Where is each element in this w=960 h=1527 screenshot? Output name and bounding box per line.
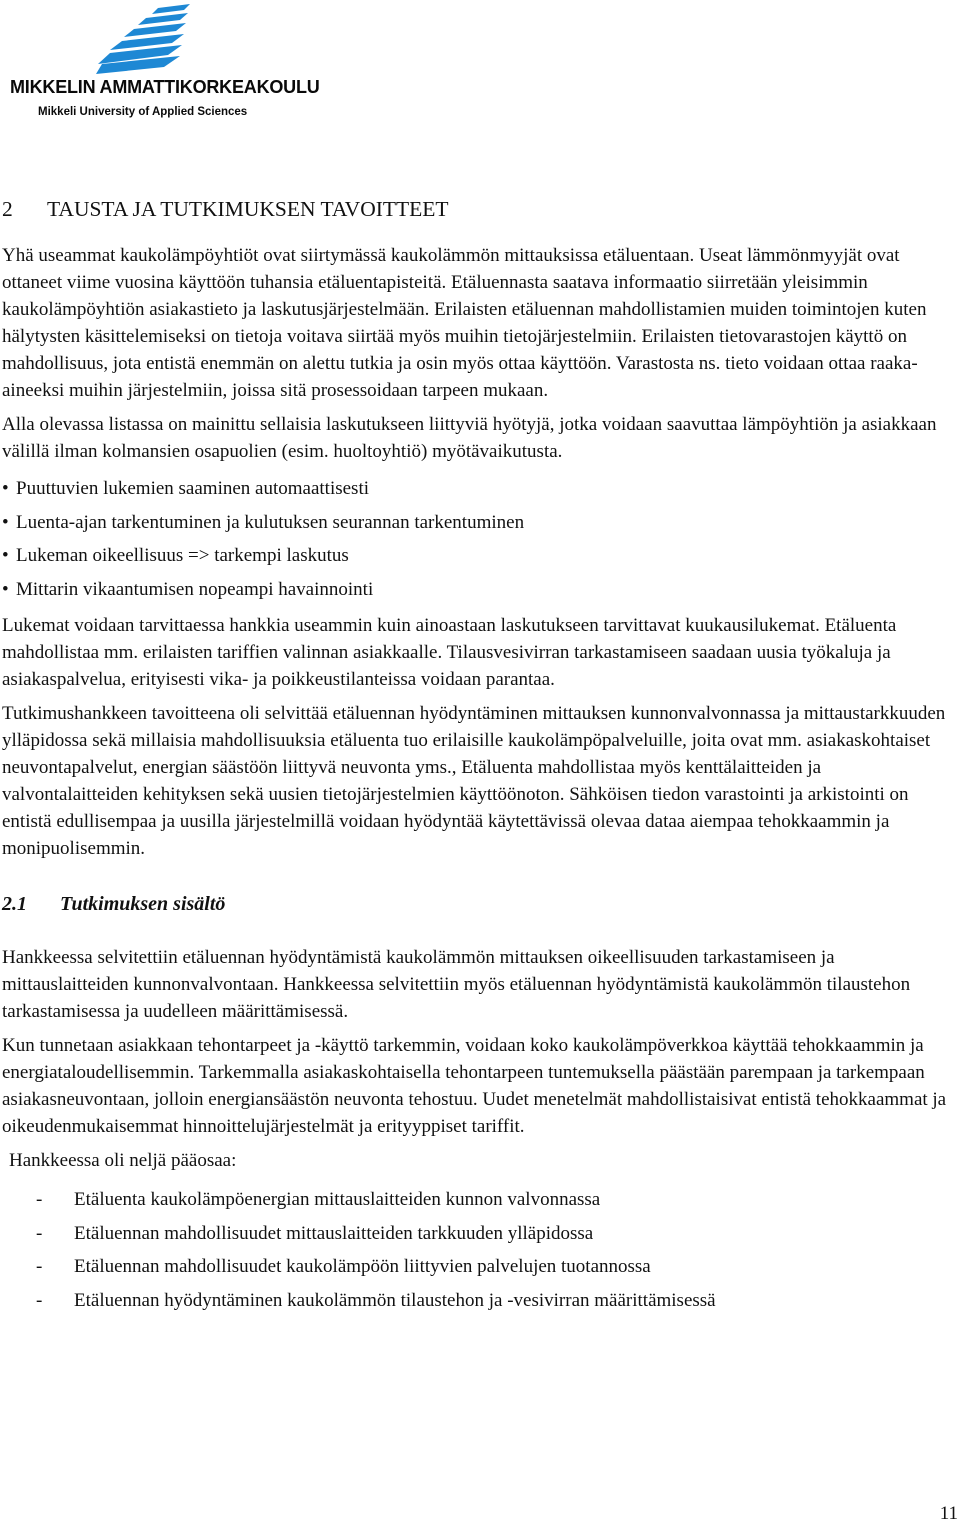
list-item: [2, 1217, 958, 1251]
bullet-mark: •: [2, 478, 9, 499]
institution-name: MIKKELIN AMMATTIKORKEAKOULU: [10, 77, 320, 97]
list-item: [2, 573, 958, 607]
list-item-text: Lukeman oikeellisuus => tarkempi laskutus: [16, 545, 349, 566]
list-item: [2, 539, 958, 573]
bullet-mark: •: [2, 545, 9, 566]
list-intro: Hankkeessa oli neljä pääosaa:: [9, 1150, 237, 1171]
project-parts-list: [2, 1183, 958, 1317]
institution-english-name: Mikkeli University of Applied Sciences: [38, 106, 248, 118]
list-item-text: Etäluennan hyödyntäminen kaukolämmön tilaustehon ja -vesivirran määrittämisessä: [74, 1289, 716, 1311]
paragraph-customer-demand: Kun tunnetaan asiakkaan tehontarpeet ja -käyttö tarkemmin, voidaan koko kaukolämpöverkkoa käyttää tehokkaammin ja energiataloudellisemmin. Tarkemmalla asiakaskohtaisella tehontarpeen tuntemuksella päästään parempaan ja tarkempaan asiakasneuvontaan, jolloin energiansäästön neuvonta tehostuu. Uudet menetelmät mahdollistaisivat entistä tehokkaammat ja oikeudenmukaisemmat hinnoittelujärjestelmät ja erityyppiset tariffit.: [2, 1035, 947, 1137]
section-heading: [2, 196, 958, 222]
list-item-text: Etäluennan mahdollisuudet mittauslaitteiden tarkkuuden ylläpidossa: [74, 1222, 594, 1244]
paragraph-benefits-intro: Alla olevassa listassa on mainittu sellaisia laskutukseen liittyviä hyötyjä, jotka voidaan saavuttaa lämpöyhtiön ja asiakkaan välillä ilman kolmansien osapuolien (esim. huoltoyhtiö) myötävaikutusta.: [2, 414, 937, 462]
dash-mark: -: [36, 1222, 43, 1244]
list-item-text: Luenta-ajan tarkentuminen ja kulutuksen seurannan tarkentuminen: [16, 511, 525, 533]
subsection-number: 2.1: [2, 893, 27, 915]
list-item-text: Puuttuvien lukemien saaminen automaattisesti: [16, 478, 370, 499]
section-number: 2: [2, 197, 13, 221]
paragraph-readings: Lukemat voidaan tarvittaessa hankkia useammin kuin ainoastaan laskutukseen tarvittavat kuukausilukemat. Etäluenta mahdollistaa mm. erilaisten tariffien valinnan asiakkaalle. Tilausvesivirran tarkastamiseen saadaan uusia työkaluja ja asiakaspalvelua, erityisesti vika- ja poikkeustilanteissa voidaan parantaa.: [2, 615, 897, 690]
list-item-text: Etäluenta kaukolämpöenergian mittauslaitteiden kunnon valvonnassa: [74, 1189, 601, 1210]
bullet-mark: •: [2, 578, 9, 600]
section-title: TAUSTA JA TUTKIMUKSEN TAVOITTEET: [47, 197, 449, 221]
subsection-heading: [2, 892, 958, 916]
dash-mark: -: [36, 1289, 43, 1311]
subsection-title: Tutkimuksen sisältö: [60, 893, 226, 915]
list-item: [2, 1250, 958, 1284]
paragraph-background: Yhä useammat kaukolämpöyhtiöt ovat siirtymässä kaukolämmön mittauksissa etäluentaan. Useat lämmönmyyjät ovat ottaneet viime vuosina käyttöön tuhansia etäluentapisteitä. Etäluennasta saatava informaatio siirretään yleisimmin kaukolämpöyhtiön asiakastieto ja laskutusjärjestelmään. Erilaisten etäluennan mahdollistamien muiden toimintojen kuten hälytysten käsittelemiseksi on tietoja voitava siirtää myös muihin tietojärjestelmiin. Erilaisten tietovarastojen käyttö on mahdollisuus, jota entistä enemmän on alettu tutkia ja osin myös ottaa käyttöön. Varastosta ns. tieto voidaan ottaa raaka-aineeksi muihin järjestelmiin, joissa sitä prosessoidaan tarpeen mukaan.: [2, 245, 927, 401]
list-item: [2, 1284, 958, 1318]
stacked-wave-logo-icon: [96, 4, 196, 74]
list-item: [2, 472, 958, 506]
benefits-list: [2, 472, 958, 606]
paragraph-goals: Tutkimushankkeen tavoitteena oli selvittää etäluennan hyödyntäminen mittauksen kunnonvalvonnassa ja mittaustarkkuuden ylläpidossa sekä millaisia mahdollisuuksia etäluenta tuo erilaisille kaukolämpöpalveluille, joita ovat mm. asiakaskohtaiset neuvontapalvelut, energian säästöön liittyvä neuvonta yms., Etäluenta mahdollistaa myös kenttälaitteiden ja valvontalaitteiden kehityksen sekä uusien tietojärjestelmien käyttöönoton. Sähköisen tiedon varastointi ja arkistointi on entistä edullisempaa ja uusilla järjestelmillä voidaan hyödyntää käytettävissä olevaa dataa aiempaa tehokkaammin ja monipuolisemmin.: [2, 703, 946, 859]
institution-logo: [8, 4, 320, 126]
document-body: [2, 196, 958, 1317]
list-item: [2, 1183, 958, 1217]
dash-mark: -: [36, 1189, 43, 1210]
list-item-text: Mittarin vikaantumisen nopeampi havainnointi: [16, 578, 374, 600]
dash-mark: -: [36, 1256, 43, 1277]
list-item: [2, 506, 958, 540]
bullet-mark: •: [2, 511, 9, 533]
paragraph-project-scope: Hankkeessa selvitettiin etäluennan hyödyntämistä kaukolämmön mittauksen oikeellisuuden tarkastamiseen ja mittauslaitteiden kunnonvalvontaan. Hankkeessa selvitettiin myös etäluennan hyödyntämistä kaukolämmön tilaustehon tarkastamisessa ja uudelleen määrittämisessä.: [2, 947, 911, 1022]
list-item-text: Etäluennan mahdollisuudet kaukolämpöön liittyvien palvelujen tuotannossa: [74, 1256, 651, 1277]
page-number: 11: [939, 1503, 958, 1524]
